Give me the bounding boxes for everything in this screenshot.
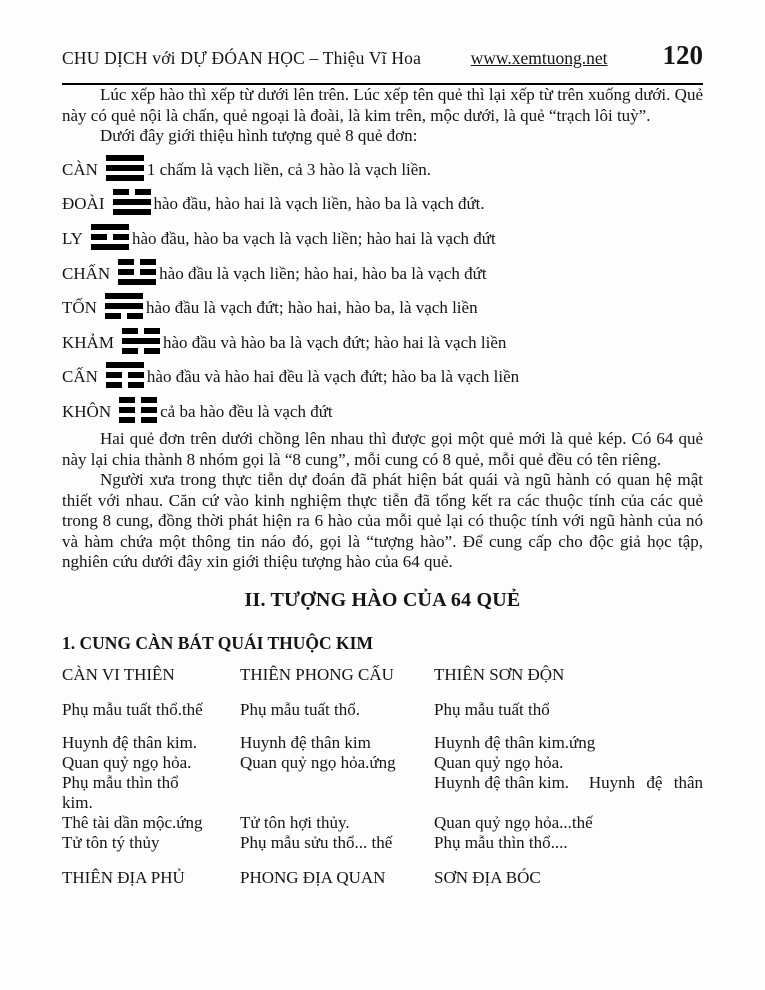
trigram-name: CHẤN [62, 263, 111, 283]
trigram-can-icon [106, 155, 144, 181]
table-cell [434, 793, 703, 813]
trigram-row-khon [62, 395, 703, 430]
table-cell: Phụ mẫu sửu thổ... thế [240, 832, 393, 852]
trigram-name: KHÔN [62, 401, 112, 421]
hexagram-name: THIÊN SƠN ĐỘN [434, 664, 565, 684]
table-cell [434, 773, 703, 793]
hexagram-name: PHONG ĐỊA QUAN [240, 867, 386, 887]
table-cell: kim. [62, 792, 93, 812]
table-cell: Phụ mẫu thìn thổ [62, 772, 179, 792]
trigram-row-chan [62, 256, 703, 291]
trigram-description: hào đầu là vạch liền; hào hai, hào ba là vạch đứt [159, 263, 487, 283]
cung-can-table [62, 665, 703, 888]
trigram-can-mountain-icon [106, 362, 144, 388]
hexagram-name: THIÊN PHONG CẤU [240, 664, 394, 684]
trigram-ton-icon [105, 293, 143, 319]
table-row [62, 753, 703, 773]
hexagram-name: CÀN VI THIÊN [62, 664, 175, 684]
trigram-ly-icon [91, 224, 129, 250]
trigram-name: KHẢM [62, 332, 114, 352]
table-cell: Thê tài dần mộc.ứng [62, 812, 203, 832]
hexagram-header-row [62, 665, 703, 685]
table-row [62, 733, 703, 753]
paragraph-intro-2: Dưới đây giới thiệu hình tượng quẻ 8 quẻ đơn: [100, 126, 418, 145]
page-header [62, 40, 703, 85]
trigram-description: hào đầu và hào hai đều là vạch đứt; hào ba là vạch liền [146, 367, 520, 387]
table-cell: Quan quỷ ngọ hỏa. [434, 752, 564, 772]
trigram-khon-icon [119, 397, 157, 423]
table-cell [240, 773, 434, 793]
page-number: 120 [662, 40, 703, 70]
trigram-description: hào đầu và hào ba là vạch đứt; hào hai là vạch liền [162, 332, 507, 352]
table-cell: Tử tôn hợi thủy. [240, 812, 350, 832]
paragraph-body-1: Hai quẻ đơn trên dưới chồng lên nhau thì được gọi một quẻ mới là quẻ kép. Có 64 quẻ này lại chia thành 8 nhóm gọi là “8 cung”, mỗi cung có 8 quẻ, mỗi quẻ đều có tên riêng. [62, 429, 703, 469]
table-row [62, 700, 703, 720]
trigram-row-can [62, 153, 703, 188]
trigram-description: hào đầu, hào hai là vạch liền, hào ba là vạch đứt. [153, 194, 485, 214]
paragraph-intro-1: Lúc xếp hào thì xếp từ dưới lên trên. Lúc xếp tên quẻ thì lại xếp từ trên xuống dưới. Quẻ này có quẻ nội là chấn, quẻ ngoại là đoài, là kim trên, mộc dưới, là quẻ “trạch lôi tuỳ”. [62, 85, 703, 125]
table-cell-left: Huynh đệ thân kim. [434, 772, 570, 792]
website-link[interactable]: www.xemtuong.net [470, 48, 608, 68]
trigram-name: LY [62, 228, 83, 248]
section-heading: II. TƯỢNG HÀO CỦA 64 QUẺ [244, 588, 521, 611]
table-cell: Quan quỷ ngọ hỏa. [62, 752, 192, 772]
hexagram-footer-row [62, 868, 703, 888]
table-row [62, 813, 703, 833]
trigram-list [62, 153, 703, 430]
trigram-kham-icon [122, 328, 160, 354]
table-cell: Phụ mẫu tuất thổ. [240, 699, 360, 719]
subsection-heading: 1. CUNG CÀN BÁT QUÁI THUỘC KIM [62, 632, 373, 653]
table-cell: Phụ mẫu tuất thổ [434, 699, 550, 719]
table-cell: Huynh đệ thân kim [240, 732, 371, 752]
paragraph-body-2: Người xưa trong thực tiễn dự đoán đã phát hiện bát quái và ngũ hành có quan hệ mật thiết với nhau. Căn cứ vào kinh nghiệm thực tiễn đã tổng kết ra các thuộc tính của các quẻ trong 8 cung, đồng thời phát hiện ra 6 hào của mỗi quẻ lại có thuộc tính với ngũ hành của nó và hàm chứa một thông tin náo đó, gọi là “tượng hào”. Để cung cấp cho độc giả học tập, nghiên cứu dưới đây xin giới thiệu tượng hào của 64 quẻ. [62, 470, 703, 572]
trigram-name: CÀN [62, 159, 98, 179]
trigram-row-canmt [62, 360, 703, 395]
table-cell: Huynh đệ thân kim.ứng [434, 732, 596, 752]
trigram-row-ly [62, 222, 703, 257]
trigram-name: CẤN [62, 367, 98, 387]
hexagram-name: THIÊN ĐỊA PHỦ [62, 867, 185, 887]
trigram-doai-icon [113, 189, 151, 215]
trigram-name: TỐN [62, 298, 97, 318]
trigram-description: cả ba hào đều là vạch đứt [160, 401, 333, 421]
table-cell [240, 793, 434, 813]
book-title: CHU DỊCH với DỰ ĐÓAN HỌC – Thiệu Vĩ Hoa [62, 48, 422, 68]
table-cell: Quan quỷ ngọ hỏa...thế [434, 812, 593, 832]
trigram-description: 1 chấm là vạch liền, cả 3 hào là vạch liền. [146, 159, 432, 179]
trigram-description: hào đầu, hào ba vạch là vạch liền; hào hai là vạch đứt [131, 228, 496, 248]
trigram-row-ton [62, 291, 703, 326]
trigram-row-doai [62, 187, 703, 222]
table-cell-right: Huynh đệ thân [588, 772, 703, 792]
table-row [62, 773, 703, 793]
table-row [62, 793, 703, 813]
table-cell: Tử tôn tý thủy [62, 832, 160, 852]
table-cell: Quan quỷ ngọ hỏa.ứng [240, 752, 396, 772]
hexagram-name: SƠN ĐỊA BÓC [434, 867, 541, 887]
table-cell: Phụ mẫu tuất thổ.thế [62, 699, 203, 719]
trigram-row-kham [62, 325, 703, 360]
table-row [62, 833, 703, 853]
table-cell: Huynh đệ thân kim. [62, 732, 198, 752]
trigram-chan-icon [118, 259, 156, 285]
table-cell: Phụ mẫu thìn thổ.... [434, 832, 568, 852]
trigram-name: ĐOÀI [62, 194, 105, 214]
trigram-description: hào đầu là vạch đứt; hào hai, hào ba, là vạch liền [145, 298, 478, 318]
